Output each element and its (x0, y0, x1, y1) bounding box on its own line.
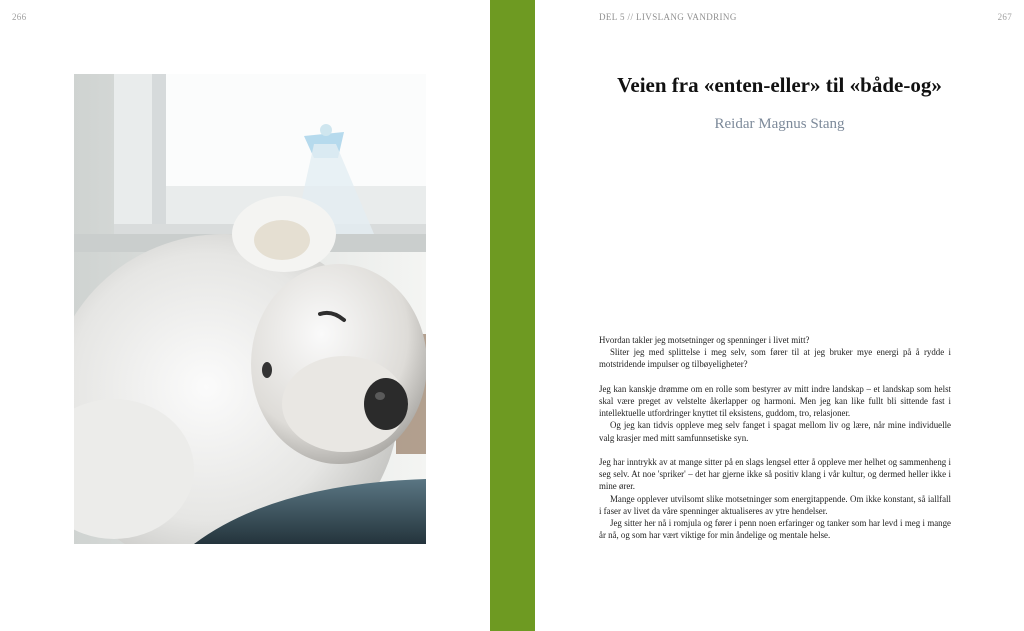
paragraph: Hvordan takler jeg motsetninger og spenninger i livet mitt? (599, 335, 810, 345)
page-number-right: 267 (997, 12, 1012, 22)
paragraph: Jeg sitter her nå i romjula og fører i penn noen erfaringer og tanker som har levd i meg i mange år nå, og som har vært viktige for min åndelige og mentale helse. (599, 518, 951, 541)
running-head: DEL 5 // LIVSLANG VANDRING (599, 12, 737, 22)
right-page (535, 0, 1024, 631)
paragraph: Jeg kan kanskje drømme om en rolle som bestyrer av mitt indre landskap – et landskap som helst skal være preget av velstelte åkerlapper og harmoni. Men jeg kan like fullt bli sittende fast i intellektuelle utfordringer knyttet til eksistens, guddom, tro, relasjoner. (599, 383, 951, 419)
polar-bear-plush-photo (74, 74, 426, 544)
paragraph: Og jeg kan tidvis oppleve meg selv fanget i spagat mellom liv og lære, når mine individuelle valg krasjer med mitt samfunnsetiske syn. (599, 420, 951, 443)
paragraph: Mange opplever utvilsomt slike motsetninger som energitappende. Om ikke konstant, så iallfall i faser av livet da våre spenninger aktualiseres av ytre hendelser. (599, 493, 951, 516)
green-spine-band (490, 0, 535, 631)
article-author: Reidar Magnus Stang (714, 116, 845, 132)
paragraph: Sliter jeg med splittelse i meg selv, som fører til at jeg bruker mye energi på å rydde i motstridende impulser og tilbøyeligheter? (599, 347, 951, 370)
left-page (0, 0, 490, 631)
paragraph: Jeg har inntrykk av at mange sitter på en slags lengsel etter å oppleve mer helhet og sammenheng i seg selv. At noe 'spriker' – det har gjerne ikke så positiv klang i vår kultur, og dermed heller ikke i mine ører. (599, 457, 951, 492)
article-title: Veien fra «enten-eller» til «både-og» (617, 73, 942, 97)
page-number-left: 266 (12, 12, 27, 22)
article-body (599, 334, 951, 541)
photo-illustration (74, 74, 426, 544)
